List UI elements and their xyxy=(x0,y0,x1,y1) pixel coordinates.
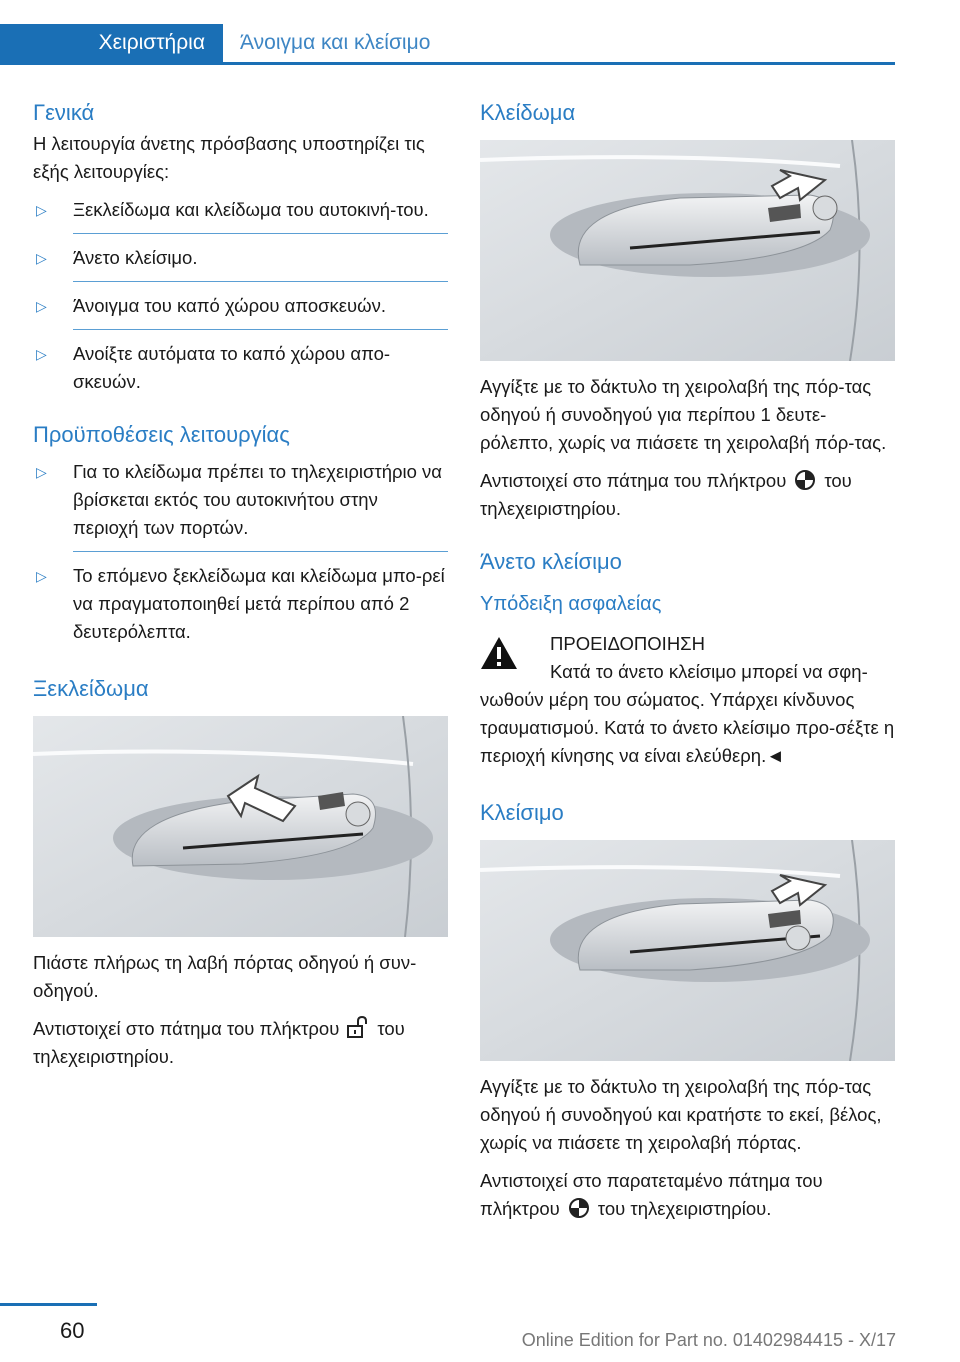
list-item: ▷ Ανοίξτε αυτόματα το καπό χώρου απο-σκευών. xyxy=(33,340,448,396)
unlock-key-icon xyxy=(345,1016,371,1040)
page-number: 60 xyxy=(60,1318,85,1343)
door-handle-touch-photo xyxy=(480,140,895,361)
warning-label: ΠΡΟΕΙΔΟΠΟΙΗΣΗ xyxy=(550,633,705,654)
lock-heading: Κλείδωμα xyxy=(480,100,576,125)
header-tab-section: Άνοιγμα και κλείσιμο xyxy=(240,31,431,54)
lock-key-text: Αντιστοιχεί στο πάτημα του πλήκτρου του τηλεχειριστηρίου. xyxy=(480,470,852,519)
lock-key-icon xyxy=(792,468,818,492)
prereq-list xyxy=(33,458,448,646)
comfort-closing-heading: Άνετο κλείσιμο xyxy=(480,549,622,574)
general-list xyxy=(33,196,448,396)
warning-block xyxy=(480,630,895,770)
bullet-triangle-icon: ▷ xyxy=(36,202,47,218)
general-heading: Γενικά xyxy=(33,100,95,125)
bullet-triangle-icon: ▷ xyxy=(36,298,47,314)
safety-note-heading: Υπόδειξη ασφαλείας xyxy=(480,593,662,615)
general-intro: Η λειτουργία άνετης πρόσβασης υποστηρίζει τις εξής λειτουργίες: xyxy=(33,133,425,182)
closing-heading: Κλείσιμο xyxy=(480,800,564,825)
bullet-triangle-icon: ▷ xyxy=(36,568,47,584)
bullet-triangle-icon: ▷ xyxy=(36,250,47,266)
warning-text: Κατά το άνετο κλείσιμο μπορεί να σφη-νωθούν μέρη του σώματος. Υπάρχει κίνδυνος τραυματισμού. Κατά το άνετο κλείσιμο προ-σέξτε η περιοχή κίνησης να είναι ελεύθερη.◄ xyxy=(480,661,895,766)
left-column xyxy=(33,100,448,1071)
edition-note: Online Edition for Part no. 01402984415 - X/17 xyxy=(521,1330,896,1350)
bullet-triangle-icon: ▷ xyxy=(36,464,47,480)
lock-text: Αγγίξτε με το δάκτυλο τη χειρολαβή της πόρ-τας οδηγού ή συνοδηγού για περίπου 1 δευτε-ρόλεπτο, χωρίς να πιάσετε τη χειρολαβή πόρ-τας. xyxy=(480,376,887,453)
unlock-key-text: Αντιστοιχεί στο πάτημα του πλήκτρου του τηλεχειριστηρίου. xyxy=(33,1018,405,1067)
list-item: ▷ Ξεκλείδωμα και κλείδωμα του αυτοκινή-του. xyxy=(33,196,448,234)
closing-text: Αγγίξτε με το δάκτυλο τη χειρολαβή της πόρ-τας οδηγού ή συνοδηγού και κρατήστε το εκεί, βέλος, χωρίς να πιάσετε τη χειρολαβή πόρτας. xyxy=(480,1076,882,1153)
list-item: ▷ Για το κλείδωμα πρέπει το τηλεχειριστήριο να βρίσκεται εκτός του αυτοκινήτου στην περιοχή των πορτών. xyxy=(33,458,448,552)
warning-triangle-icon xyxy=(480,636,518,670)
bullet-triangle-icon: ▷ xyxy=(36,346,47,362)
door-handle-photo xyxy=(33,716,448,937)
unlock-heading: Ξεκλείδωμα xyxy=(33,676,149,701)
header-tab-active: Χειριστήρια xyxy=(0,24,223,62)
prereq-heading: Προϋποθέσεις λειτουργίας xyxy=(33,422,290,447)
right-column xyxy=(480,100,895,1223)
lock-key-icon xyxy=(566,1196,592,1220)
footer-rule xyxy=(0,1303,97,1306)
list-item: ▷ Άνοιγμα του καπό χώρου αποσκευών. xyxy=(33,292,448,330)
list-item: ▷ Άνετο κλείσιμο. xyxy=(33,244,448,282)
closing-key-text: Αντιστοιχεί στο παρατεταμένο πάτημα του πλήκτρου του τηλεχειριστηρίου. xyxy=(480,1170,823,1219)
door-handle-hold-photo xyxy=(480,840,895,1061)
unlock-text: Πιάστε πλήρως τη λαβή πόρτας οδηγού ή συν-οδηγού. xyxy=(33,952,417,1001)
list-item: ▷ Το επόμενο ξεκλείδωμα και κλείδωμα μπο-ρεί να πραγματοποιηθεί μετά περίπου από 2 δευτερόλεπτα. xyxy=(33,562,448,646)
